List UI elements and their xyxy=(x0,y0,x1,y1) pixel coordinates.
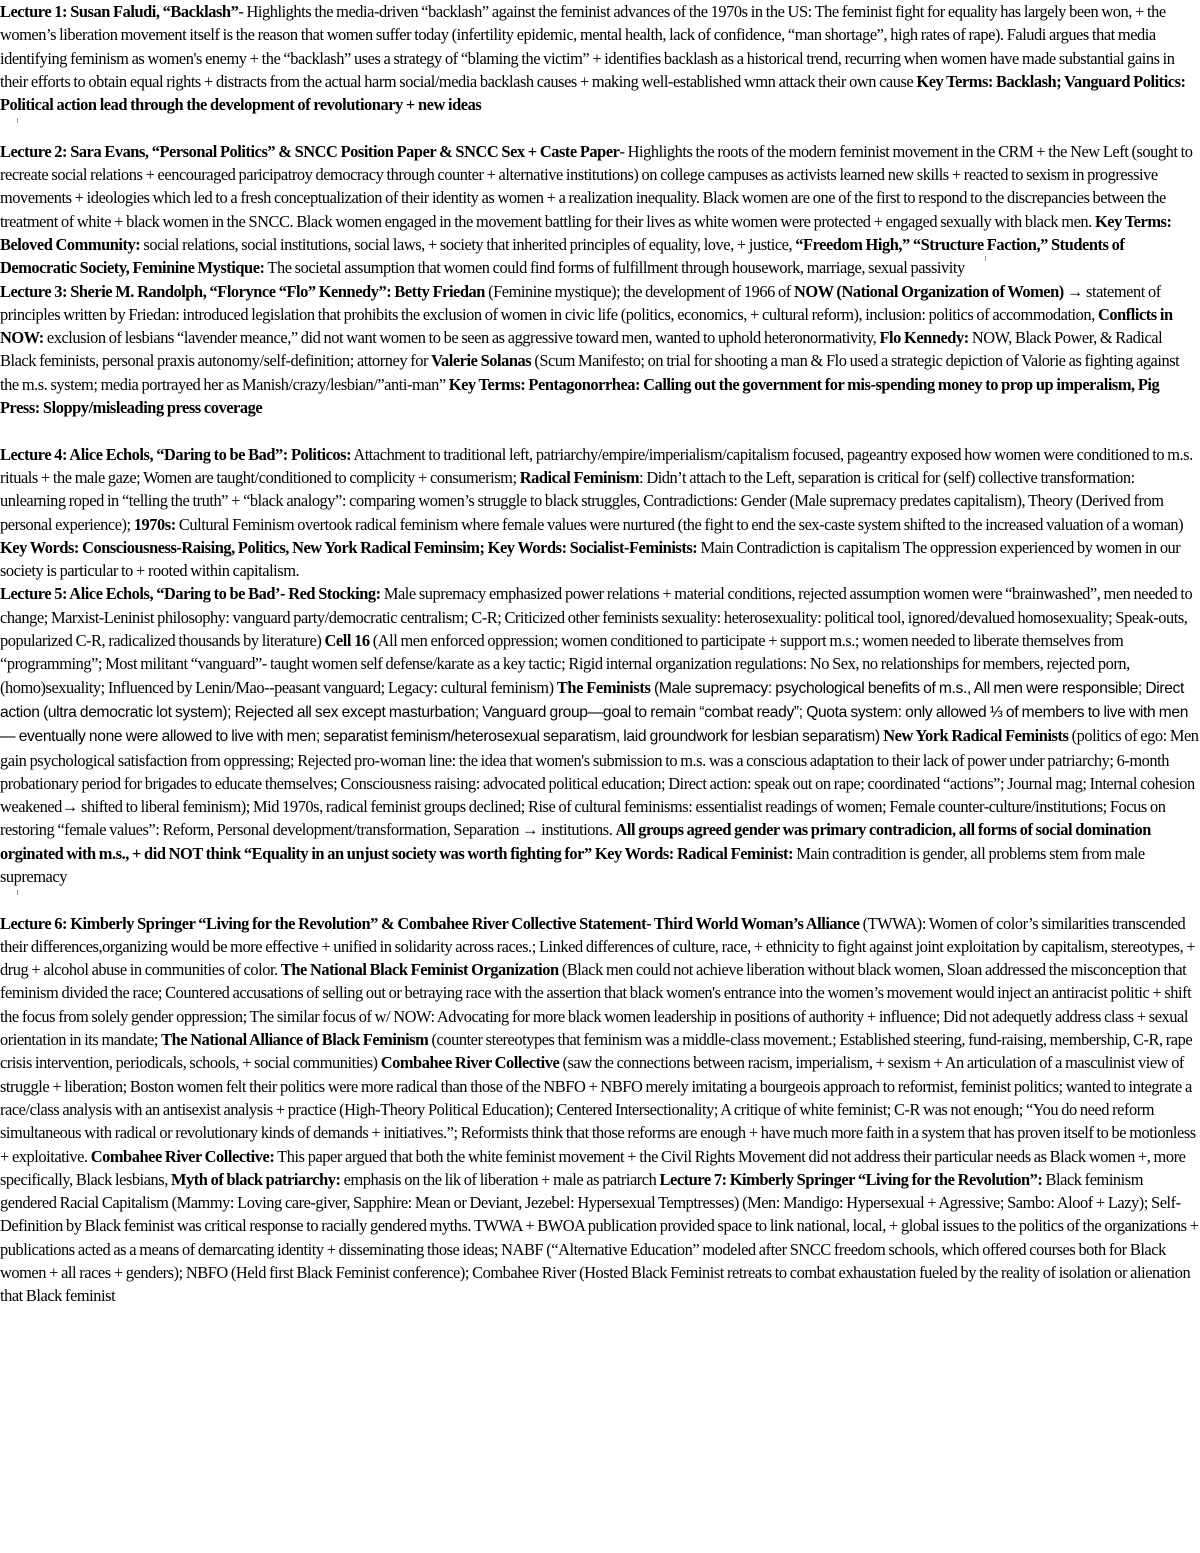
lecture-6-text-3: (counter stereotypes that feminism was a middle-class movement.; Established steering, fund-raising, membership, C-R, rape crisis intervention, periodicals, schools, + social communities) xyxy=(0,1030,1193,1073)
lecture-3-title: Lecture 3: Sherie M. Randolph, “Florynce “Flo” Kennedy”: Betty Friedan xyxy=(0,281,485,301)
lecture-3-text-3: exclusion of lesbians “lavender meance,” did not want women to be seen as aggressive toward men, wanted to uphold heteronormativity, xyxy=(43,328,880,348)
lecture-6-title: Lecture 6: Kimberly Springer “Living for the Revolution” & Combahee River Collective Statement- Third World Woman’s Alliance xyxy=(0,913,860,933)
lecture-4-text-2: : Didn’t attach to the Left, separation is critical for (self) collective transformation: unlearning roped in “telling the truth” + “black analogy”: comparing women’s struggle to black struggles, Contradictions: Gender (Male supremacy predates capitalism), Theory (Derived from personal experience); xyxy=(0,467,1164,534)
lecture-3-text-2: → statement of principles written by Friedan: introduced legislation that prohibits the exclusion of women in civic life (politics, economics, + cultural reform), inclusion: politics of accommodation, xyxy=(0,281,1161,324)
lecture-5-cell-16: Cell 16 xyxy=(324,631,370,651)
lecture-5-text-5: Main contradition is gender, all problems stem from male supremacy xyxy=(0,843,1145,886)
lecture-4-key-words: Key Words: Consciousness-Raising, Politics, New York Radical Feminsim; Key Words: Socialist-Feminists: xyxy=(0,537,698,557)
lecture-6-nbfo: The National Black Feminist Organization xyxy=(280,960,559,980)
lecture-3-key-terms: Key Terms: Pentagonorrhea: Calling out the government for mis-spending money to prop up imperalism, Pig Press: Sloppy/misleading press coverage xyxy=(0,374,1160,418)
lecture-3-now: NOW (National Organization of Women) xyxy=(793,281,1064,301)
lecture-7-title: Lecture 7: Kimberly Springer “Living for the Revolution”: xyxy=(659,1169,1043,1189)
paragraph-gap xyxy=(0,419,1200,442)
lecture-2-terms: “Freedom High,” “Structure Faction,” Students of Democratic Society, Feminine Mystique: xyxy=(0,234,1125,278)
paragraph-gap xyxy=(0,116,1200,139)
lecture-1-title: Lecture 1: Susan Faludi, “Backlash” xyxy=(0,2,239,21)
lecture-4-radical-feminism: Radical Feminism xyxy=(519,467,640,487)
cursor-mark xyxy=(985,256,986,261)
lecture-4-title: Lecture 4: Alice Echols, “Daring to be Bad”: Politicos: xyxy=(0,444,352,464)
lecture-3-text-4: NOW, Black Power, & Radical Black feminists, personal praxis autonomy/self-definition; attorney for xyxy=(0,328,1163,371)
lecture-1-text: - Highlights the media-driven “backlash” against the feminist advances of the 1970s in the US: The feminist fight for equality has largely been won, + the women’s liberation movement itself is the reason that women suffer today (infertility epidemic, mental health, lack of confidence, “man shortage”, high rates of rape). Faludi argues that media identifying feminism as women's enemy + the “backlash” uses a strategy of “blaming the victim” + identifies backlash as a historical trend, recurring when women have made substantial gains in their efforts to obtain equal rights + distracts from the actual harm social/media backlash causes + making well-established wmn attack their own cause xyxy=(0,2,1175,91)
lecture-5-text: Male supremacy emphasized power relations + material conditions, rejected assumption women were “brainwashed”, men needed to change; Marxist-Leninist philosophy: vanguard party/democratic centralism; C-R; Criticized other feminists sexuality: heterosexuality: political tool, ignored/devalued homosexuality; Speak-outs, popularized C-R, radicalized thousands by literature) xyxy=(0,584,1193,651)
lecture-2-text-2: social relations, social institutions, social laws, + society that inherited principles of equality, love, + justice, xyxy=(140,234,796,254)
lecture-4-paragraph xyxy=(0,443,1200,583)
lecture-5-text-2: (All men enforced oppression; women conditioned to participate + support m.s.; women needed to liberate themselves from “programming”; Most militant “vanguard”- taught women self defense/karate as a key tactic; Rigid internal organization regulations: No Sex, no relationships for members, rejected porn, (homo)sexuality; Influenced by Lenin/Mao--peasant vanguard; Legacy: cultural feminism) xyxy=(0,631,1130,697)
paragraph-gap xyxy=(0,888,1200,911)
lecture-2-paragraph xyxy=(0,140,1200,280)
lecture-3-paragraph xyxy=(0,280,1200,420)
cursor-mark xyxy=(17,890,18,895)
lecture-2-text: - Highlights the roots of the modern feminist movement in the CRM + the New Left (sought to recreate social relations + eencouraged paricipatroy democracy through counter + alternative institutions) on college campuses as activists learned new skills + reacted to sexism in progressive movements + ideologies which led to a fresh conceptualization of their identity as women + a realization inequality. Black women are one of the first to respond to the discrepancies between the treatment of white + black women in the SNCC. Black women engaged in the movement battling for their lives as white women were protected + engaged sexually with black men. xyxy=(0,141,1193,231)
lecture-6-text: (TWWA): Women of color’s similarities transcended their differences,organizing would be more effective + unified in solidarity across races.; Linked differences of culture, race, + ethnicity to fight against joint exploitation by capitalism, stereotypes, + drug + alcohol abuse in communities of color. xyxy=(0,913,1196,980)
lecture-1-paragraph xyxy=(0,0,1200,116)
lecture-5-title: Lecture 5: Alice Echols, “Daring to be Bad’- Red Stocking: xyxy=(0,584,381,604)
lecture-2-title: Lecture 2: Sara Evans, “Personal Politics” & SNCC Position Paper & SNCC Sex + Caste Paper xyxy=(0,141,620,161)
lecture-5-paragraph xyxy=(0,582,1200,888)
lecture-5-nyrf: New York Radical Feminists xyxy=(883,726,1069,746)
lecture-6-text-6: emphasis on the lik of liberation + male as patriarch xyxy=(340,1169,660,1189)
lecture-6-text-4: (saw the connections between racism, imperialism, + sexism + An articulation of a masculinist view of struggle + liberation; Boston women felt their politics were more radical than those of the NBFO + NBFO merely imitating a bourgeois approach to reformist, feminist politics; wanted to integrate a race/class analysis with an antisexist analysis + practice (High-Theory Political Education); Centered Intersectionality; A critique of white feminist; C-R was not enough; “You do need reform simultaneous with radical or revolutionary kinds of demands + initiatives.”; Reformists think that those reforms are enough + have much more faith in a system that has proven itself to be motionless + exploitative. xyxy=(0,1053,1196,1166)
lecture-4-text-3: Cultural Feminism overtook radical feminism where female values were nurtured (the fight to end the sex-caste system shifted to the increased valuation of a woman) xyxy=(175,514,1184,534)
lecture-6-myth: Myth of black patriarchy: xyxy=(171,1169,341,1189)
lecture-3-text-5: (Scum Manifesto; on trial for shooting a man & Flo used a strategic depiction of Valorie as fighting against the m.s. system; media portrayed her as Manish/crazy/lesbian/”anti-man” xyxy=(0,351,1180,394)
lecture-1-key-terms: Key Terms: Backlash; Vanguard Politics: Political action lead through the development of revolutionary + new ideas xyxy=(0,71,1186,115)
lecture-5-text-3: (Male supremacy: psychological benefits of m.s., All men were responsible; Direct action (ultra democratic lot system); Rejected all sex except masturbation; Vanguard group—goal to remain “combat ready”; Quota system: only allowed ⅓ of members to live with men— eventually none were allowed to live with men; separatist feminism/heterosexual separatism, laid groundwork for lesbian separatism) xyxy=(0,679,1189,746)
lecture-5-text-4: (politics of ego: Men gain psychological satisfaction from oppressing; Rejected pro-woman line: the idea that women's submission to m.s. was a conscious adaptation to their lack of power under patriarchy; 6-month probationary period for brigades to educate themselves; Consciousness raising: advocated political education; Direct action: speak out on rape; coordinated “actions”; Journal mag; Internal cohesion weakened→ shifted to liberal feminism); Mid 1970s, radical feminist groups declined; Rise of cultural feminisms: essentialist readings of women; Female counter-culture/institutions; Focus on restoring “female values”: Reform, Personal development/transformation, Separation → institutions. xyxy=(0,726,1199,840)
lecture-6-combahee-2: Combahee River Collective: xyxy=(90,1146,275,1166)
lecture-3-valerie-solanas: Valerie Solanas xyxy=(431,351,532,371)
cursor-mark xyxy=(17,118,18,123)
lecture-3-conflicts: Conflicts in NOW: xyxy=(0,304,1173,348)
lecture-3-flo-kennedy: Flo Kennedy: xyxy=(879,328,969,348)
lecture-2-key-terms: Key Terms: Beloved Community: xyxy=(0,211,1172,254)
lecture-6-text-2: (Black men could not achieve liberation without black women, Sloan addressed the misconception that feminism divided the race; Countered accusations of selling out or betraying race with the assertion that black women's entrance into the women’s movement would inject an antiracist politic + shift the focus from solely gender oppression; The similar focus of w/ NOW: Advocating for more black women leadership in positions of authority + influence; Did not adequetly address class + sexual orientation in its mandate; xyxy=(0,960,1192,1050)
lecture-6-paragraph xyxy=(0,912,1200,1308)
lecture-6-nabf: The National Alliance of Black Feminism xyxy=(161,1030,429,1050)
lecture-7-text: Black feminism gendered Racial Capitalism (Mammy: Loving care-giver, Sapphire: Mean or Deviant, Jezebel: Hypersexual Temptresses) (Men: Mandigo: Hypersexual + Agressive; Sambo: Aloof + Lazy); Self-Definition by Black feminist was critical response to racially gendered myths. TWWA + BWOA publication provided space to link national, local, + global issues to the politics of the organizations + publications acted as a means of demarcating identity + disseminating those ideas; NABF (“Alternative Education” modeled after SNCC freedom schools, which offered courses both for Black women + all races + genders); NBFO (Held first Black Feminist conference); Combahee River (Hosted Black Feminist retreats to combat exhaustation fueled by the reality of isolation or alienation that Black feminist xyxy=(0,1169,1199,1306)
lecture-6-text-5: This paper argued that both the white feminist movement + the Civil Rights Movement did not address their particular needs as Black women +, more specifically, Black lesbians, xyxy=(0,1146,1186,1189)
lecture-6-combahee: Combahee River Collective xyxy=(380,1053,560,1073)
lecture-4-1970s: 1970s: xyxy=(133,514,176,534)
lecture-5-the-feminists: The Feminists xyxy=(556,677,651,697)
lecture-2-text-3: The societal assumption that women could find forms of fulfillment through housework, marriage, sexual passivity xyxy=(264,258,965,278)
lecture-5-summary: All groups agreed gender was primary contradicion, all forms of social domination orginated with m.s., + did NOT think “Equality in an unjust society was worth fighting for” Key Words: Radical Feminist: xyxy=(0,820,1151,863)
lecture-3-text: (Feminine mystique); the development of 1966 of xyxy=(484,281,794,301)
lecture-4-text: Attachment to traditional left, patriarchy/empire/imperialism/capitalism focused, pageantry exposed how women were conditioned to m.s. rituals + the male gaze; Women are taught/conditioned to complicity + consumerism; xyxy=(0,444,1193,487)
lecture-4-text-4: Main Contradiction is capitalism The oppression experienced by women in our society is particular to + rooted within capitalism. xyxy=(0,537,1181,581)
